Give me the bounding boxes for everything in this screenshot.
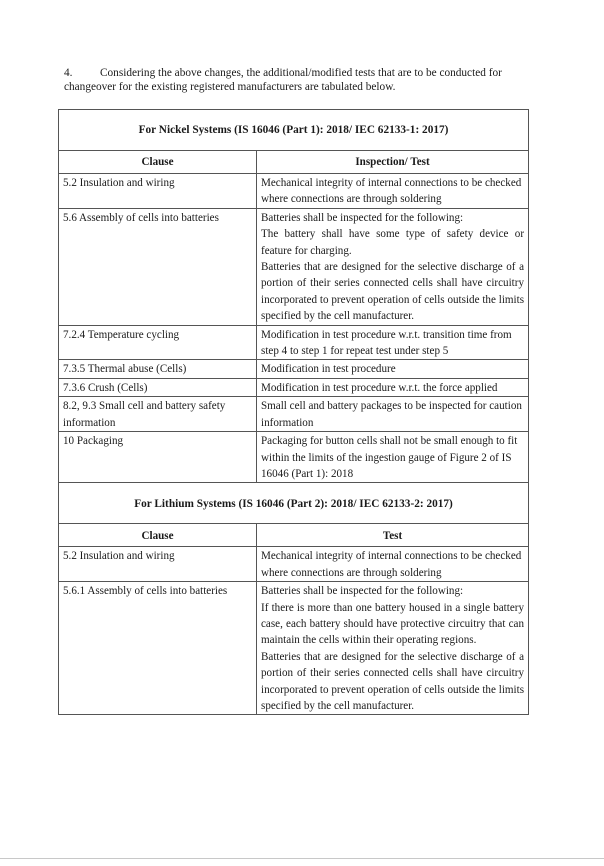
clause-cell: 7.2.4 Temperature cycling [59,325,257,360]
table-row [59,432,529,483]
nickel-clause-header: Clause [59,151,257,174]
lithium-test-header: Test [257,524,529,547]
lithium-clause-header: Clause [59,524,257,547]
test-table [58,109,529,715]
test-text: If there is more than one battery housed in a single battery case, each battery should have protective circuitry that can maintain the cells within their operating regions. [261,601,525,647]
table-row [59,547,529,582]
intro-text: Considering the above changes, the additional/modified tests that are to be conducted for changeover for the existing registered manufacturers are tabulated below. [64,67,502,93]
table-row [59,360,529,378]
test-cell [257,582,529,715]
nickel-section-title: For Nickel Systems (IS 16046 (Part 1): 2018/ IEC 62133-1: 2017) [59,110,529,151]
test-cell: Modification in test procedure w.r.t. the force applied [257,378,529,396]
nickel-section-header [59,110,529,151]
clause-cell: 5.2 Insulation and wiring [59,174,257,209]
test-cell: Modification in test procedure [257,360,529,378]
intro-paragraph [64,66,534,94]
test-cell: Modification in test procedure w.r.t. transition time from step 4 to step 1 for repeat test under step 5 [257,325,529,360]
clause-cell: 5.2 Insulation and wiring [59,547,257,582]
clause-cell: 10 Packaging [59,432,257,483]
test-text: Batteries shall be inspected for the following: [261,211,464,224]
clause-cell: 8.2, 9.3 Small cell and battery safety information [59,397,257,432]
table-row [59,397,529,432]
test-text: Batteries that are designed for the selective discharge of a portion of their series connected cells shall have circuitry incorporated to prevent operation of cells outside the limits specified by the cell manufacturer. [261,261,525,323]
lithium-section-title: For Lithium Systems (IS 16046 (Part 2): 2018/ IEC 62133-2: 2017) [59,483,529,524]
test-text: Batteries shall be inspected for the following: [261,585,464,598]
table-row [59,208,529,325]
test-cell: Small cell and battery packages to be inspected for caution information [257,397,529,432]
test-cell [257,208,529,325]
clause-cell: 5.6.1 Assembly of cells into batteries [59,582,257,715]
test-text: Batteries that are designed for the selective discharge of a portion of their series connected cells shall have circuitry incorporated to prevent operation of cells outside the limits specified by the cell manufacturer. [261,650,525,712]
clause-cell: 7.3.5 Thermal abuse (Cells) [59,360,257,378]
clause-cell: 7.3.6 Crush (Cells) [59,378,257,396]
table-row [59,378,529,396]
nickel-column-headers [59,151,529,174]
table-row [59,174,529,209]
table-row [59,325,529,360]
lithium-section-header [59,483,529,524]
lithium-column-headers [59,524,529,547]
test-cell: Mechanical integrity of internal connections to be checked where connections are through soldering [257,174,529,209]
nickel-test-header: Inspection/ Test [257,151,529,174]
test-text: The battery shall have some type of safety device or feature for charging. [261,228,525,257]
page-bottom-rule [0,858,604,859]
clause-cell: 5.6 Assembly of cells into batteries [59,208,257,325]
paragraph-number: 4. [64,67,73,79]
test-cell: Mechanical integrity of internal connections to be checked where connections are through soldering [257,547,529,582]
table-row [59,582,529,715]
test-cell: Packaging for button cells shall not be small enough to fit within the limits of the ingestion gauge of Figure 2 of IS 16046 (Part 1): 2018 [257,432,529,483]
